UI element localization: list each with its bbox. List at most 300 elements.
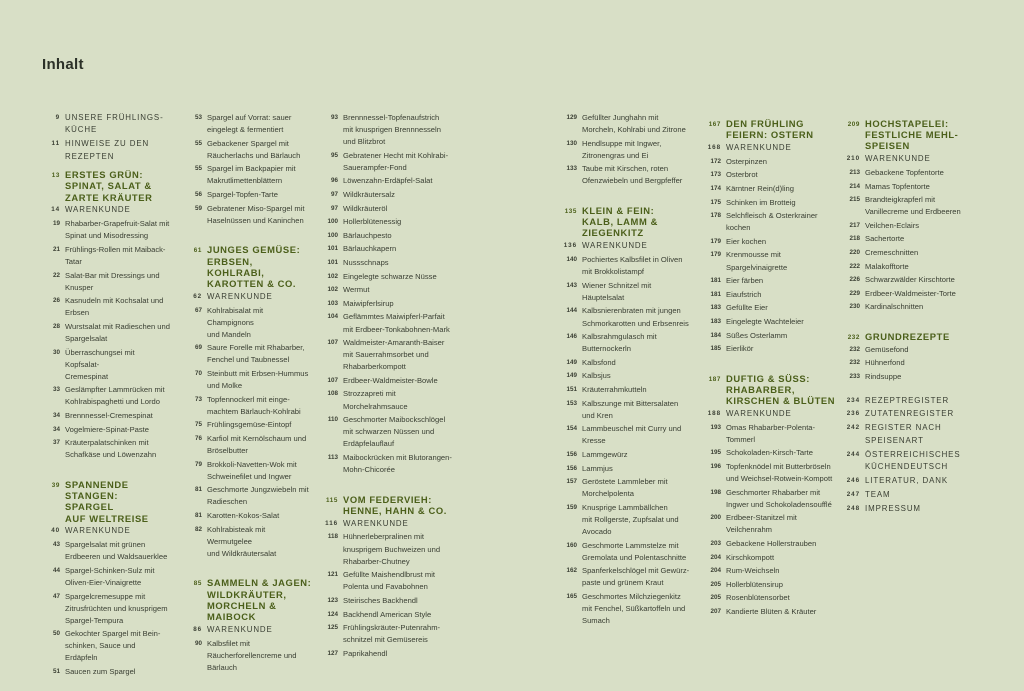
entry-title: Knusprige Lammbällchen mit Rollgerste, Zupfsalat und Avocado	[582, 502, 679, 537]
page-number: 174	[710, 185, 721, 192]
page-number: 102	[327, 272, 338, 280]
entry-title: Gebackene Topfentorte	[865, 168, 944, 178]
recipe-entry	[706, 289, 836, 301]
page-number: 173	[710, 171, 721, 179]
entry-title: Kandierte Blüten & Kräuter	[726, 607, 817, 617]
recipe-entry	[187, 342, 312, 366]
recipe-entry	[187, 138, 312, 162]
recipe-entry	[187, 189, 312, 201]
page-number: 62	[193, 292, 202, 300]
recipe-entry	[45, 410, 170, 422]
page-number: 37	[52, 439, 60, 447]
recipe-entry	[187, 394, 312, 418]
recipe-entry	[187, 419, 312, 431]
page-number: 244	[846, 450, 860, 458]
page-number: 14	[51, 206, 60, 214]
entry-title: Rum-Weichseln	[726, 566, 780, 576]
recipe-entry	[706, 447, 836, 459]
page-number: 165	[566, 593, 577, 601]
page-number: 40	[51, 527, 60, 535]
entry-title: Geschmorte Lammstelze mit Gremolata und Polentaschnitte	[582, 540, 687, 562]
entry-title: WARENKUNDE	[65, 526, 131, 536]
page-number: 121	[327, 571, 338, 579]
entry-title: Kalbsfond	[582, 357, 616, 367]
page-number: 19	[52, 220, 60, 228]
entry-title: Kalbsrahmgulasch mit Butternockerln	[582, 332, 657, 354]
entry-title: Osterbrot	[726, 170, 758, 180]
entry-title: Rindsuppe	[865, 371, 902, 381]
page-number: 76	[194, 435, 202, 442]
page-number: 101	[327, 259, 338, 267]
entry-title: WARENKUNDE	[207, 624, 273, 634]
recipe-entry	[562, 463, 692, 475]
page-number: 21	[52, 245, 60, 253]
page-number: 97	[330, 204, 338, 212]
page-number: 50	[52, 630, 60, 638]
page-number: 110	[327, 416, 338, 424]
page-number: 181	[710, 277, 721, 285]
recipe-entry	[562, 331, 692, 355]
chapter-heading	[187, 577, 312, 622]
recipe-entry	[323, 216, 458, 228]
recipe-entry	[706, 565, 836, 577]
recipe-entry	[323, 298, 458, 310]
entry-title: ERSTES GRÜN: SPINAT, SALAT & ZARTE KRÄUTER	[65, 169, 153, 203]
recipe-entry	[562, 280, 692, 304]
chapter-heading	[845, 118, 970, 152]
entry-title: Saure Forelle mit Rhabarber, Fenchel und Taubnessel	[207, 343, 305, 365]
page-number: 181	[710, 290, 721, 298]
entry-title: Gemüsefond	[865, 344, 909, 354]
recipe-entry	[562, 423, 692, 447]
page-number: 39	[51, 481, 60, 489]
entry-title: Karfiol mit Kernölschaum und Bröselbutter	[207, 434, 307, 456]
page-number: 100	[327, 231, 338, 239]
entry-title: Spargel auf Vorrat: sauer eingelegt & fermentiert	[207, 113, 292, 135]
entry-title: Gekochter Spargel mit Bein- schinken, Sauce und Erdäpfeln	[65, 629, 161, 663]
entry-title: WARENKUNDE	[726, 408, 792, 418]
entry-title: Lammbeuschel mit Curry und Kresse	[582, 424, 682, 446]
chapter-heading	[845, 331, 970, 342]
entry-title: Maiwipferlsirup	[343, 298, 394, 308]
recipe-entry	[323, 112, 458, 148]
entry-title: Frühlingskräuter-Putenrahm- schnitzel mit Gemüsereis	[343, 623, 441, 645]
page-number: 157	[566, 478, 577, 486]
page-number: 172	[710, 157, 721, 165]
recipe-entry	[45, 628, 170, 664]
section-entry	[45, 138, 170, 163]
recipe-entry	[706, 422, 836, 446]
entry-title: Steirisches Backhendl	[343, 595, 418, 605]
entry-title: SAMMELN & JAGEN: WILDKRÄUTER, MORCHELN & MAIBOCK	[207, 577, 312, 623]
recipe-entry	[323, 531, 458, 567]
recipe-entry	[187, 368, 312, 392]
toc-column	[323, 112, 458, 661]
entry-title: Brandteigkrapferl mit Vanillecreme und Erdbeeren	[865, 195, 961, 217]
entry-title: HOCHSTAPELEI: FESTLICHE MEHL- SPEISEN	[865, 118, 959, 152]
page-number: 70	[194, 370, 202, 378]
page-number: 51	[52, 668, 60, 676]
recipe-entry	[323, 622, 458, 646]
recipe-entry	[706, 330, 836, 342]
page-number: 230	[849, 303, 860, 311]
page-number: 100	[327, 218, 338, 226]
entry-title: TEAM	[865, 489, 891, 499]
page-number: 113	[327, 453, 338, 461]
page-number: 246	[846, 476, 860, 484]
page-number: 13	[51, 172, 60, 180]
recipe-entry	[187, 459, 312, 483]
recipe-entry	[706, 579, 836, 591]
entry-title: WARENKUNDE	[726, 142, 792, 152]
page-number: 55	[194, 139, 202, 147]
page-number: 188	[707, 409, 721, 417]
entry-title: Brokkoli-Navetten-Wok mit Schweinefilet und Ingwer	[207, 459, 297, 481]
recipe-entry	[562, 357, 692, 369]
page-number: 26	[52, 297, 60, 305]
entry-title: Kalbsjus	[582, 371, 611, 381]
entry-title: Bärlauchpesto	[343, 230, 392, 240]
page-number: 204	[710, 567, 721, 575]
recipe-entry	[45, 666, 170, 678]
page-number: 61	[193, 247, 202, 255]
entry-title: Geschmorter Rhabarber mit Ingwer und Schokoladensoufflé	[726, 487, 832, 509]
entry-title: Strozzapreti mit Morchelrahmsauce	[343, 389, 408, 411]
page-title: Inhalt	[42, 56, 84, 73]
page-number: 93	[330, 114, 338, 121]
recipe-entry	[323, 230, 458, 242]
entry-title: Geröstete Lammleber mit Morchelpolenta	[582, 477, 668, 499]
section-entry	[845, 153, 970, 165]
entry-title: Gebratener Hecht mit Kohlrabi- Sauerampfer-Fond	[343, 150, 449, 172]
page-number: 135	[564, 208, 577, 216]
recipe-entry	[562, 138, 692, 162]
entry-title: Mamas Topfentorte	[865, 181, 930, 191]
section-entry	[45, 525, 170, 537]
recipe-entry	[323, 452, 458, 476]
recipe-entry	[323, 311, 458, 335]
entry-title: Brennnessel-Cremespinat	[65, 411, 153, 421]
entry-title: Saucen zum Spargel	[65, 667, 136, 677]
entry-title: Geschmorte Jungzwiebeln mit Radieschen	[207, 485, 309, 507]
entry-title: Omas Rhabarber-Polenta- Tommerl	[726, 422, 816, 444]
entry-title: Eingelegte Wachteleier	[726, 316, 804, 326]
entry-title: Gebratener Miso-Spargel mit Haselnüssen und Kaninchen	[207, 203, 305, 225]
recipe-entry	[187, 484, 312, 508]
recipe-entry	[45, 218, 170, 242]
chapter-heading	[323, 494, 458, 516]
entry-title: DUFTIG & SÜSS: RHABARBER, KIRSCHEN & BLÜTEN	[726, 372, 836, 407]
section-entry	[845, 449, 970, 474]
entry-title: Hühnerfond	[865, 358, 905, 368]
entry-title: Hendlsuppe mit Ingwer, Zitronengras und Ei	[582, 138, 662, 160]
page-number: 183	[710, 304, 721, 312]
chapter-heading	[706, 118, 836, 140]
entry-title: Osterpinzen	[726, 156, 767, 166]
entry-title: Sachertorte	[865, 234, 905, 244]
chapter-heading	[45, 479, 170, 524]
page-number: 30	[52, 348, 60, 356]
recipe-entry	[187, 510, 312, 522]
chapter-heading	[187, 244, 312, 289]
section-entry	[845, 489, 970, 501]
page-number: 82	[194, 525, 202, 533]
recipe-entry	[845, 167, 970, 179]
entry-title: Kalbsfilet mit Räucherforellencreme und Bärlauch	[207, 638, 297, 672]
entry-title: Gebackene Hollerstrauben	[726, 539, 817, 549]
page-number: 198	[710, 488, 721, 496]
page-number: 33	[52, 386, 60, 394]
page-number: 115	[326, 496, 338, 504]
entry-title: Eierlikör	[726, 344, 754, 354]
page-number: 101	[327, 245, 338, 253]
recipe-entry	[706, 606, 836, 618]
recipe-entry	[45, 295, 170, 319]
recipe-entry	[45, 437, 170, 461]
page-number: 220	[849, 249, 860, 257]
toc-column	[187, 112, 312, 675]
page-number: 242	[846, 424, 860, 432]
page-number: 86	[193, 625, 202, 633]
entry-title: Spargel im Backpapier mit Makrutlimettenblättern	[207, 164, 296, 186]
recipe-entry	[562, 476, 692, 500]
page-number: 144	[566, 307, 577, 315]
recipe-entry	[562, 398, 692, 422]
entry-title: Frühlingsgemüse-Eintopf	[207, 420, 292, 430]
entry-title: Erdbeer-Waldmeister-Torte	[865, 288, 956, 298]
entry-title: WARENKUNDE	[207, 291, 273, 301]
recipe-entry	[562, 370, 692, 382]
entry-title: Kärntner Rein(d)ling	[726, 184, 794, 193]
toc-column	[45, 112, 170, 680]
chapter-heading	[562, 205, 692, 239]
recipe-entry	[323, 203, 458, 215]
recipe-entry	[187, 524, 312, 560]
page-number: 67	[194, 306, 202, 314]
chapter-heading	[45, 169, 170, 203]
page-number: 213	[849, 169, 860, 177]
recipe-entry	[706, 512, 836, 536]
entry-title: Gefüllte Maishendlbrust mit Polenta und Favabohnen	[343, 570, 436, 592]
entry-title: Spargelsalat mit grünen Erdbeeren und Waldsauerklee	[65, 540, 168, 562]
page-number: 205	[710, 594, 721, 602]
recipe-entry	[562, 163, 692, 187]
page-number: 233	[849, 372, 860, 380]
entry-title: Pochiertes Kalbsfilet in Oliven mit Brokkolistampf	[582, 255, 683, 277]
entry-title: Lammjus	[582, 463, 613, 473]
page-number: 156	[566, 450, 577, 458]
recipe-entry	[45, 539, 170, 563]
toc-column	[562, 112, 692, 629]
section-entry	[845, 422, 970, 447]
page-number: 214	[849, 182, 860, 190]
page-number: 127	[327, 649, 338, 657]
entry-title: Süßes Osterlamm	[726, 330, 788, 340]
section-entry	[187, 624, 312, 636]
entry-title: Paprikahendl	[343, 648, 388, 658]
recipe-entry	[706, 316, 836, 328]
entry-title: Taube mit Kirschen, roten Ofenzwiebeln und Bergpfeffer	[582, 164, 683, 186]
recipe-entry	[845, 233, 970, 245]
entry-title: Kalbsnierenbraten mit jungen Schmorkarotten und Erbsenreis	[582, 306, 689, 328]
entry-title: Malakofftorte	[865, 261, 909, 271]
page-number: 108	[327, 390, 338, 398]
entry-title: KLEIN & FEIN: KALB, LAMM & ZIEGENKITZ	[582, 205, 658, 239]
page-number: 90	[194, 639, 202, 647]
page-number: 55	[194, 165, 202, 173]
entry-title: Eingelegte schwarze Nüsse	[343, 271, 437, 281]
entry-title: Brennnessel-Topfenaufstrich mit knusprigen Brennnesseln und Blitzbrot	[343, 113, 441, 147]
page-number: 178	[710, 212, 721, 220]
page-number: 34	[52, 425, 60, 433]
recipe-entry	[706, 538, 836, 550]
page-number: 79	[194, 460, 202, 468]
page-number: 116	[325, 519, 338, 527]
entry-title: VOM FEDERVIEH: HENNE, HAHN & CO.	[343, 493, 447, 516]
page-number: 236	[846, 410, 860, 418]
page-number: 102	[327, 286, 338, 294]
entry-title: Eier kochen	[726, 236, 767, 246]
recipe-entry	[187, 305, 312, 341]
recipe-entry	[706, 302, 836, 314]
entry-title: Kräuterrahmkutteln	[582, 385, 647, 395]
entry-title: Gebackener Spargel mit Räucherlachs und Bärlauch	[207, 138, 301, 160]
page-number: 140	[566, 256, 577, 264]
recipe-entry	[323, 284, 458, 296]
page-number: 22	[52, 271, 60, 279]
page-number: 167	[708, 121, 721, 128]
entry-title: Nussschnaps	[343, 258, 389, 268]
entry-title: GRUNDREZEPTE	[865, 331, 950, 343]
entry-title: Selchfleisch & Osterkrainer kochen	[726, 211, 818, 233]
entry-title: Gefüllte Eier	[726, 303, 768, 313]
entry-title: Kalbszunge mit Bittersalaten und Kren	[582, 398, 679, 420]
entry-title: Hühnerleberpralinen mit knusprigem Buchweizen und Rhabarber-Chutney	[343, 532, 441, 566]
entry-title: Geschmortes Milchziegenkitz mit Fenchel, Süßkartoffeln und Sumach	[582, 592, 686, 626]
recipe-entry	[323, 271, 458, 283]
page-number: 205	[710, 580, 721, 588]
page-number: 232	[847, 334, 860, 342]
entry-title: Erdbeer-Stanitzel mit Veilchenrahm	[726, 513, 797, 535]
entry-title: Gefüllter Junghahn mit Morcheln, Kohlrabi und Zitrone	[582, 113, 686, 135]
recipe-entry	[706, 552, 836, 564]
recipe-entry	[45, 424, 170, 436]
page-number: 151	[566, 386, 577, 394]
entry-title: Spargelcremesuppe mit Zitrusfrüchten und knusprigem Spargel-Tempura	[65, 591, 168, 625]
entry-title: Geschmorter Maibockschlögel mit schwarzen Nüssen und Erdäpfelauflauf	[343, 415, 446, 449]
entry-title: Lammgewürz	[582, 449, 628, 459]
page-number: 154	[566, 425, 577, 433]
section-entry	[45, 204, 170, 216]
section-entry	[706, 408, 836, 420]
recipe-entry	[845, 181, 970, 193]
entry-title: Kräuterpalatschinken mit Schafkäse und Löwenzahn	[65, 438, 157, 460]
section-entry	[845, 503, 970, 515]
page-number: 107	[327, 339, 338, 347]
recipe-entry	[562, 565, 692, 589]
recipe-entry	[562, 112, 692, 136]
recipe-entry	[187, 638, 312, 674]
entry-title: Vogelmiere-Spinat-Paste	[65, 424, 149, 434]
recipe-entry	[323, 595, 458, 607]
page-number: 204	[710, 553, 721, 561]
recipe-entry	[706, 487, 836, 511]
entry-title: Topfenknödel mit Butterbröseln und Weichsel-Rotwein-Kompott	[726, 462, 833, 484]
page-number: 247	[846, 490, 860, 498]
recipe-entry	[706, 275, 836, 287]
entry-title: Geflämmtes Maiwipferl-Parfait mit Erdbeer-Tonkabohnen-Mark	[343, 312, 450, 334]
page-number: 34	[52, 412, 60, 420]
recipe-entry	[562, 305, 692, 329]
entry-title: Schokoladen-Kirsch-Tarte	[726, 448, 813, 458]
page-number: 125	[327, 624, 338, 632]
recipe-entry	[845, 247, 970, 259]
page-number: 81	[194, 512, 202, 520]
entry-title: UNSERE FRÜHLINGS- KÜCHE	[65, 113, 164, 135]
page-number: 207	[710, 608, 721, 616]
page-number: 130	[566, 139, 577, 147]
page-number: 209	[847, 121, 860, 128]
page-number: 232	[849, 359, 860, 367]
entry-title: DEN FRÜHLING FEIERN: OSTERN	[726, 118, 814, 141]
recipe-entry	[45, 384, 170, 408]
recipe-entry	[323, 150, 458, 174]
page-number: 217	[849, 221, 860, 229]
section-entry	[45, 112, 170, 137]
entry-title: Cremeschnitten	[865, 248, 919, 258]
entry-title: Rosenblütensorbet	[726, 593, 790, 603]
entry-title: Salat-Bar mit Dressings und Knusper	[65, 270, 160, 292]
entry-title: Geslämpfter Lammrücken mit Kohlrabispaghetti und Lordo	[65, 385, 165, 407]
entry-title: Überraschungsei mit Kopfsalat- Cremespinat	[65, 347, 135, 381]
entry-title: SPANNENDE STANGEN: SPARGEL AUF WELTREISE	[65, 478, 149, 524]
section-entry	[845, 395, 970, 407]
entry-title: Karotten-Kokos-Salat	[207, 511, 280, 521]
section-entry	[562, 240, 692, 252]
recipe-entry	[45, 347, 170, 383]
page-number: 104	[327, 313, 338, 321]
page-number: 69	[194, 344, 202, 352]
entry-title: Spargel-Topfen-Tarte	[207, 190, 278, 200]
page-number: 44	[52, 566, 60, 574]
page-number: 185	[710, 345, 721, 353]
entry-title: Kohlrabisteak mit Wermutgelee und Wildkräutersalat	[207, 524, 277, 558]
entry-title: ZUTATENREGISTER	[865, 409, 955, 419]
page-number: 133	[566, 165, 577, 173]
page-number: 107	[327, 376, 338, 384]
entry-title: WARENKUNDE	[343, 518, 409, 528]
recipe-entry	[45, 270, 170, 294]
entry-title: Backhendl American Style	[343, 609, 432, 619]
page-number: 53	[194, 114, 202, 121]
entry-title: Wermut	[343, 285, 370, 295]
page-number: 143	[566, 281, 577, 289]
page-number: 95	[330, 151, 338, 159]
recipe-entry	[845, 288, 970, 300]
recipe-entry	[45, 591, 170, 627]
toc-column	[706, 112, 836, 620]
entry-title: WARENKUNDE	[865, 154, 931, 164]
entry-title: REGISTER NACH SPEISENART	[865, 423, 942, 445]
page-number: 149	[566, 358, 577, 366]
recipe-entry	[323, 648, 458, 660]
entry-title: Wildkräutersalz	[343, 190, 395, 200]
chapter-heading	[706, 373, 836, 407]
page-number: 248	[846, 504, 860, 512]
entry-title: Kirschkompott	[726, 552, 775, 562]
recipe-entry	[845, 344, 970, 356]
page-number: 179	[710, 251, 721, 259]
